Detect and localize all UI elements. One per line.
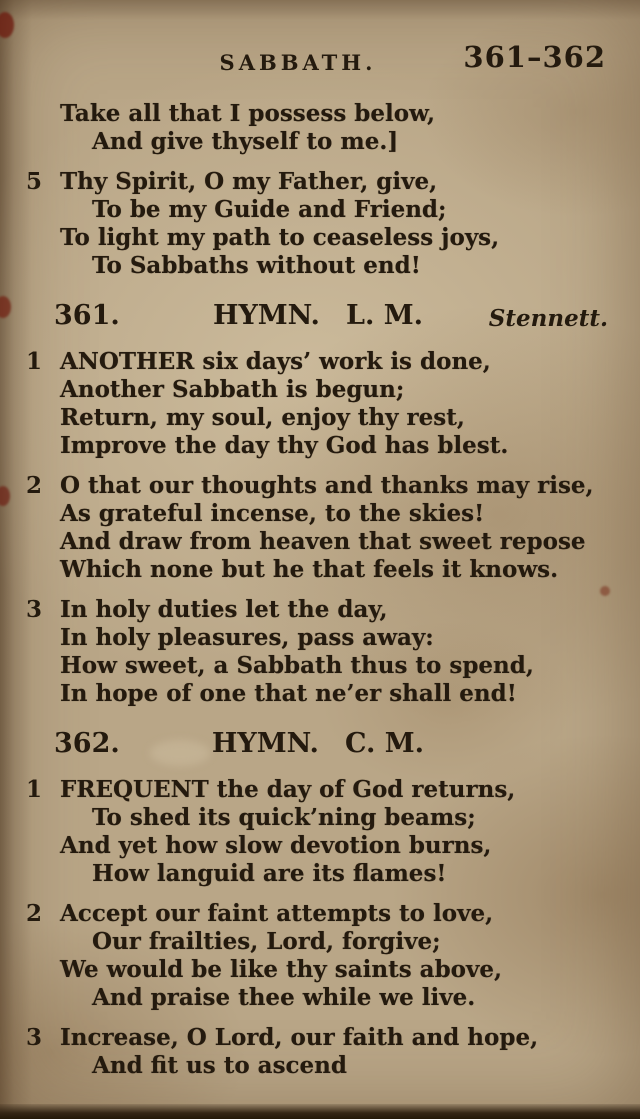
stanza-lines [60,1024,610,1080]
stanza [26,100,610,156]
verse-number: 3 [26,596,43,623]
verse-number: 5 [26,168,43,195]
verse-line: Take all that I possess below, [60,100,436,127]
verse-number: 1 [26,776,43,803]
verse-line: Improve the day thy God has blest. [60,432,509,459]
verse-line: How languid are its flames! [92,860,447,887]
verse-line: In holy duties let the day, [60,596,388,623]
stanza [26,776,610,888]
verse-line: To shed its quick’ning beams; [92,804,476,831]
verse-line: As grateful incense, to the skies! [60,500,485,527]
verse-number [26,100,60,156]
stanza-lines [60,348,610,460]
hymn-body [26,100,610,1080]
verse-line: And yet how slow devotion burns, [60,832,492,859]
stanza-lines [60,472,610,584]
stanza-lines [60,900,610,1012]
verse-line: How sweet, a Sabbath thus to spend, [60,652,534,679]
verse-line: We would be like thy saints above, [60,956,502,983]
verse-number: 3 [26,1024,43,1051]
hymn-title: HYMN. [212,300,320,331]
page-stain [600,586,610,596]
stanza [26,472,610,584]
stanza [26,348,610,460]
verse-line: To Sabbaths without end! [92,252,421,279]
verse-line: To be my Guide and Friend; [92,196,447,223]
verse-number: 1 [26,348,43,375]
hymn-number: 361. [54,300,120,331]
hymn-author: Stennett. [488,305,608,332]
verse-line: In holy pleasures, pass away: [60,624,434,651]
verse-line: Accept our faint attempts to love, [60,900,494,927]
verse-line: To light my path to ceaseless joys, [60,224,500,251]
verse-line: And praise thee while we live. [92,984,476,1011]
hymn-heading [26,298,610,334]
verse-line: Increase, O Lord, our faith and hope, [60,1024,539,1051]
verse-number: 2 [26,900,43,927]
verse-line: Which none but he that feels it knows. [60,556,559,583]
page-edge-shadow [0,1104,640,1119]
stanza [26,1024,610,1080]
hymn-heading [26,726,610,762]
hymn-meter: C. M. [344,728,425,759]
stanza [26,596,610,708]
verse-line: Thy Spirit, O my Father, give, [60,168,438,195]
verse-line: In hope of one that ne’er shall end! [60,680,517,707]
verse-line: And draw from heaven that sweet repose [60,528,586,555]
hymn-number: 362. [54,728,120,759]
verse-line: Our frailties, Lord, forgive; [92,928,441,955]
stanza-lines [60,776,610,888]
verse-line: Another Sabbath is begun; [60,376,405,403]
verse-line: And give thyself to me.] [92,128,399,155]
page-number-range: 361–362 [463,40,606,74]
stanza-lines [60,100,610,156]
hymn-title: HYMN. [211,728,319,759]
page-highlight [150,740,210,766]
hymn-meter: L. M. [345,300,424,331]
verse-line: O that our thoughts and thanks may rise, [60,472,594,499]
verse-line: Return, my soul, enjoy thy rest, [60,404,465,431]
verse-line: FREQUENT the day of God returns, [60,776,516,803]
page-header [26,40,610,84]
running-header-title: SABBATH. [219,50,377,75]
verse-line: And fit us to ascend [92,1052,347,1079]
stanza [26,168,610,280]
stanza-lines [60,168,610,280]
stanza [26,900,610,1012]
stanza-lines [60,596,610,708]
verse-line: ANOTHER six days’ work is done, [60,348,491,375]
verse-number: 2 [26,472,43,499]
